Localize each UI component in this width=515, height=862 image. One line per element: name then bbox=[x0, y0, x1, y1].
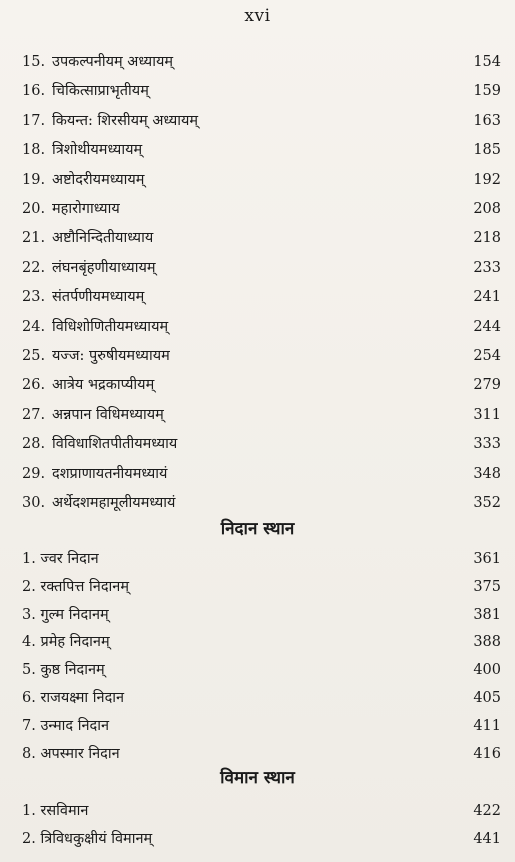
chapter-title: संतर्पणीयमध्यायम् bbox=[52, 289, 145, 306]
chapter-title: 5. कुष्ठ निदानम् bbox=[22, 662, 105, 679]
chapter-number: 21. bbox=[22, 230, 46, 247]
chapter-number: 29. bbox=[22, 465, 46, 482]
page-number: xvi bbox=[244, 6, 271, 26]
page-reference: 218 bbox=[473, 230, 501, 247]
chapter-title: 8. अपस्मार निदान bbox=[22, 745, 120, 762]
chapter-title: 1. रसविमान bbox=[22, 803, 89, 819]
chapter-title: अर्थेदशमहामूलीयमध्यायं bbox=[52, 495, 176, 511]
toc-entry bbox=[0, 798, 515, 824]
page-reference: 400 bbox=[473, 662, 501, 679]
vimana-section-heading: विमान स्थान bbox=[220, 768, 295, 788]
toc-entry bbox=[0, 255, 515, 281]
chapter-title: 6. राजयक्ष्मा निदान bbox=[22, 690, 125, 706]
page-reference: 154 bbox=[473, 54, 501, 70]
toc-entry bbox=[0, 574, 515, 600]
chapter-title: विधिशोणितीयमध्यायम् bbox=[52, 318, 169, 335]
chapter-title: अन्नपान विधिमध्यायम् bbox=[52, 406, 164, 423]
page-reference: 375 bbox=[473, 578, 501, 595]
page-reference: 333 bbox=[473, 436, 501, 453]
chapter-title: उपकल्पनीयम् अध्यायम् bbox=[52, 54, 174, 70]
page-reference: 254 bbox=[473, 348, 501, 364]
toc-entry bbox=[0, 657, 515, 683]
toc-entry bbox=[0, 108, 515, 134]
page-reference: 233 bbox=[473, 259, 501, 276]
chapter-number: 27. bbox=[22, 406, 46, 423]
chapter-title: महारोगाध्याय bbox=[52, 201, 120, 217]
toc-entry bbox=[0, 343, 515, 369]
toc-entry bbox=[0, 490, 515, 516]
chapter-number: 28. bbox=[22, 436, 46, 453]
page-reference: 185 bbox=[473, 142, 501, 159]
page-reference: 241 bbox=[473, 289, 501, 306]
page-reference: 159 bbox=[473, 83, 501, 100]
nidana-section-heading: निदान स्थान bbox=[220, 519, 295, 539]
toc-entry bbox=[0, 741, 515, 767]
page-reference: 405 bbox=[473, 690, 501, 706]
chapter-title: लंघनबृंहणीयाध्यायम् bbox=[52, 259, 156, 276]
chapter-number: 24. bbox=[22, 318, 46, 335]
toc-entry bbox=[0, 314, 515, 340]
chapter-title: आत्रेय भद्रकाप्यीयम् bbox=[52, 377, 155, 394]
page-reference: 208 bbox=[473, 201, 501, 217]
chapter-title: चिकित्साप्राभृतीयम् bbox=[52, 83, 149, 100]
chapter-title: 7. उन्माद निदान bbox=[22, 717, 110, 734]
chapter-number: 17. bbox=[22, 112, 46, 129]
chapter-title: विविधाशितपीतीयमध्याय bbox=[52, 436, 178, 453]
page-reference: 416 bbox=[473, 745, 501, 762]
toc-entry bbox=[0, 602, 515, 628]
page-reference: 244 bbox=[473, 318, 501, 335]
chapter-title: अष्टौनिन्दितीयाध्याय bbox=[52, 230, 154, 247]
toc-entry bbox=[0, 78, 515, 104]
chapter-title: दशप्राणायतनीयमध्यायं bbox=[52, 465, 168, 482]
page-reference: 381 bbox=[473, 606, 501, 623]
toc-entry bbox=[0, 167, 515, 193]
page-reference: 441 bbox=[473, 831, 501, 847]
chapter-number: 30. bbox=[22, 495, 46, 511]
toc-entry bbox=[0, 713, 515, 739]
chapter-number: 19. bbox=[22, 171, 46, 188]
chapter-number: 18. bbox=[22, 142, 46, 159]
toc-entry bbox=[0, 546, 515, 572]
chapter-number: 16. bbox=[22, 83, 46, 100]
toc-entry bbox=[0, 225, 515, 251]
chapter-title: 1. ज्वर निदान bbox=[22, 551, 99, 567]
toc-entry bbox=[0, 685, 515, 711]
chapter-title: अष्टोदरीयमध्यायम् bbox=[52, 171, 145, 188]
page-reference: 411 bbox=[473, 717, 501, 734]
toc-entry bbox=[0, 826, 515, 852]
chapter-title: 2. रक्तपित्त निदानम् bbox=[22, 578, 130, 595]
chapter-number: 25. bbox=[22, 348, 46, 364]
chapter-title: त्रिशोथीयमध्यायम् bbox=[52, 142, 143, 159]
chapter-title: 2. त्रिविधकुक्षीयं विमानम् bbox=[22, 831, 153, 847]
toc-entry bbox=[0, 402, 515, 428]
page-reference: 422 bbox=[473, 803, 501, 819]
page-reference: 348 bbox=[473, 465, 501, 482]
chapter-title: 4. प्रमेह निदानम् bbox=[22, 634, 110, 651]
toc-entry bbox=[0, 284, 515, 310]
page-reference: 163 bbox=[473, 112, 501, 129]
page-reference: 352 bbox=[473, 495, 501, 511]
chapter-number: 15. bbox=[22, 54, 46, 70]
toc-entry bbox=[0, 49, 515, 75]
chapter-number: 26. bbox=[22, 377, 46, 394]
chapter-title: 3. गुल्म निदानम् bbox=[22, 606, 109, 623]
page-reference: 311 bbox=[473, 406, 501, 423]
page-reference: 192 bbox=[473, 171, 501, 188]
toc-entry bbox=[0, 372, 515, 398]
chapter-number: 20. bbox=[22, 201, 46, 217]
toc-entry bbox=[0, 629, 515, 655]
chapter-number: 22. bbox=[22, 259, 46, 276]
page-reference: 361 bbox=[473, 551, 501, 567]
toc-entry bbox=[0, 431, 515, 457]
toc-entry bbox=[0, 137, 515, 163]
toc-entry bbox=[0, 461, 515, 487]
page-reference: 388 bbox=[473, 634, 501, 651]
page-reference: 279 bbox=[473, 377, 501, 394]
chapter-title: यज्ज: पुरुषीयमध्यायम bbox=[52, 348, 170, 364]
toc-entry bbox=[0, 196, 515, 222]
chapter-number: 23. bbox=[22, 289, 46, 306]
chapter-title: कियन्त: शिरसीयम् अध्यायम् bbox=[52, 112, 199, 129]
